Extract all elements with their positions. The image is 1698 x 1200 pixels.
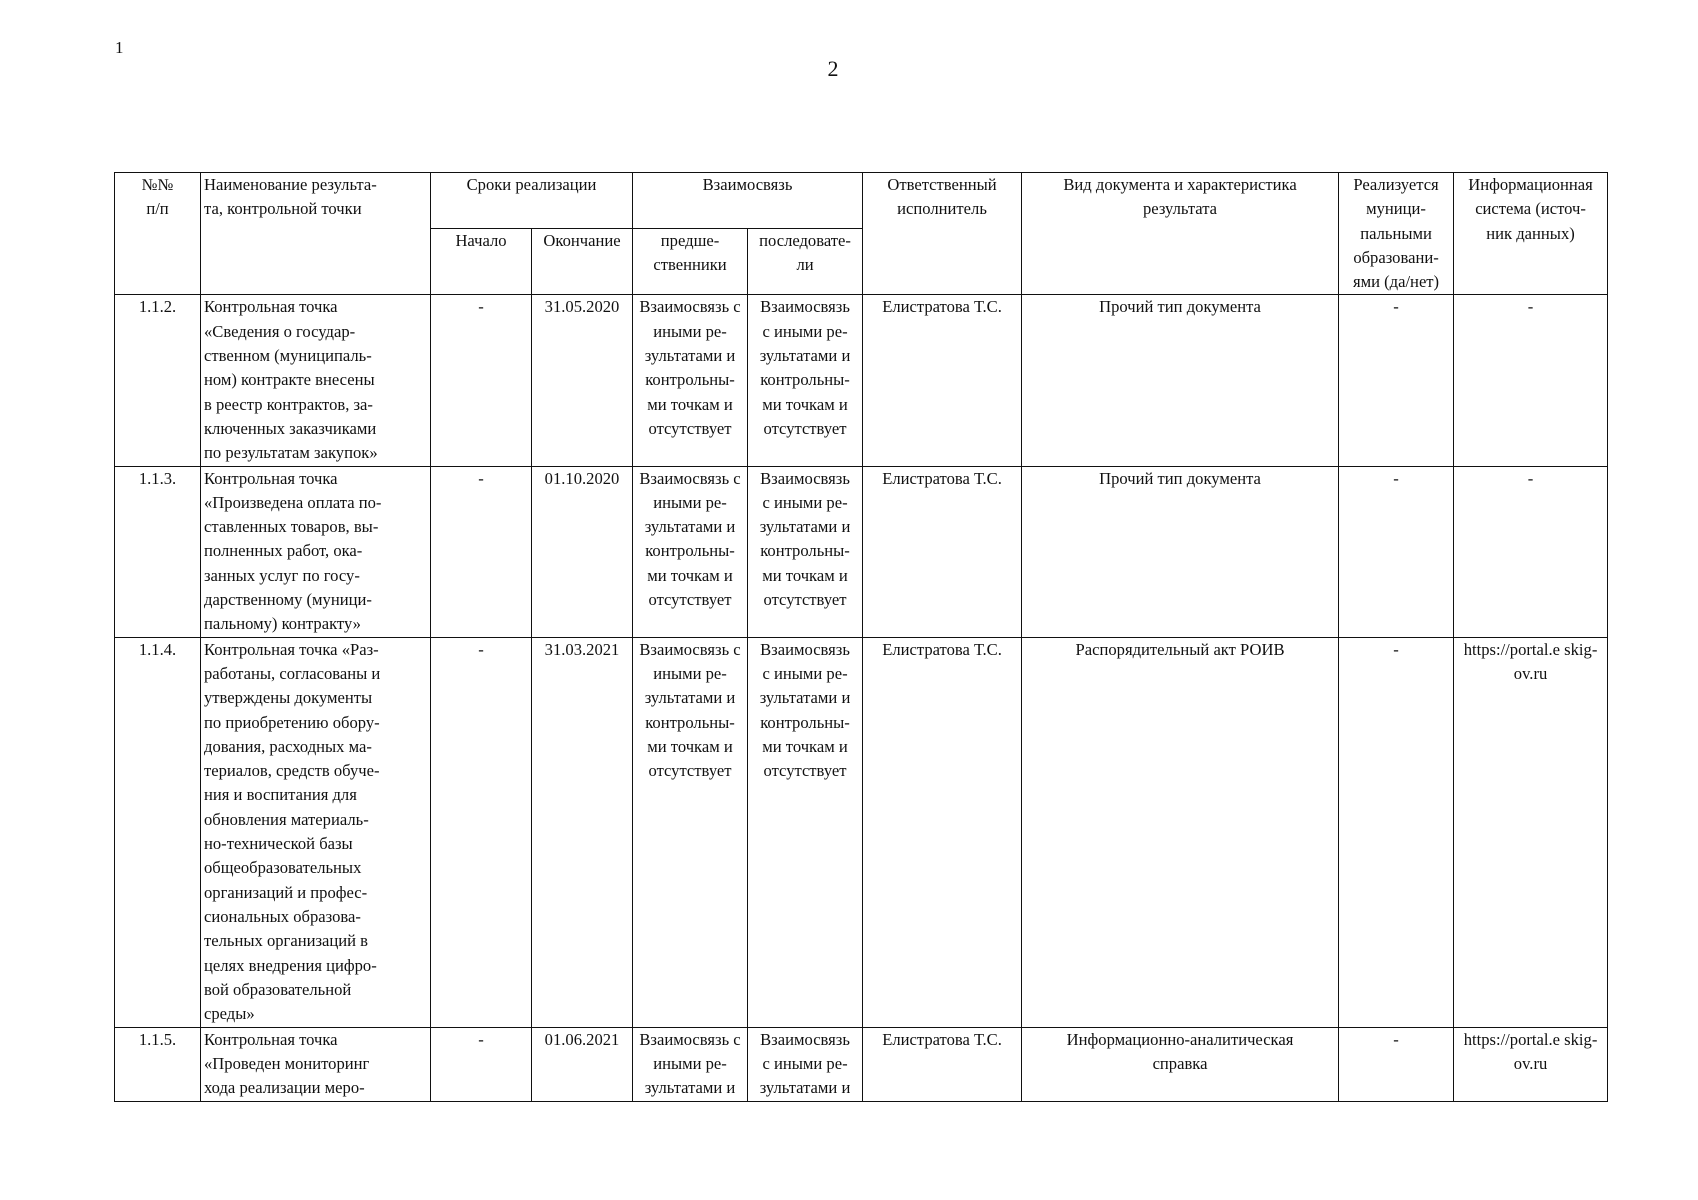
row-name: Контрольная точка «Произведена оплата по- ставленных товаров, вы- полненных работ, ока- занных услуг по госу- дарственному (муници- пальному) контракту»: [201, 466, 431, 637]
row-info-system: https://portal.e skig- ov.ru: [1454, 1027, 1608, 1101]
row-municipal: -: [1339, 637, 1454, 1027]
margin-number: 1: [115, 38, 124, 57]
table-row: [115, 295, 1608, 466]
header-successors: последовате- ли: [748, 229, 863, 295]
row-doc-type: Прочий тип документа: [1022, 295, 1339, 466]
row-info-system: -: [1454, 466, 1608, 637]
row-info-system: https://portal.e skig- ov.ru: [1454, 637, 1608, 1027]
row-num: 1.1.3.: [115, 466, 201, 637]
row-num: 1.1.5.: [115, 1027, 201, 1101]
row-successors: Взаимосвязь с иными ре- зультатами и контрольны- ми точкам и отсутствует: [748, 637, 863, 1027]
table-row: [115, 637, 1608, 1027]
row-successors: Взаимосвязь с иными ре- зультатами и контрольны- ми точкам и отсутствует: [748, 295, 863, 466]
header-end: Окончание: [532, 229, 633, 295]
row-municipal: -: [1339, 295, 1454, 466]
row-name: Контрольная точка «Сведения о государ- ственном (муниципаль- ном) контракте внесены в реестр контрактов, за- ключенных заказчиками по результатам закупок»: [201, 295, 431, 466]
row-start: -: [431, 1027, 532, 1101]
row-municipal: -: [1339, 466, 1454, 637]
row-start: -: [431, 295, 532, 466]
header-num: №№ п/п: [115, 173, 201, 295]
row-successors: Взаимосвязь с иными ре- зультатами и: [748, 1027, 863, 1101]
row-start: -: [431, 466, 532, 637]
row-responsible: Елистратова Т.С.: [863, 295, 1022, 466]
row-name: Контрольная точка «Раз- работаны, согласованы и утверждены документы по приобретению обору- дования, расходных ма- териалов, средств обуче- ния и воспитания для обновления материаль- но-технической базы общеобразовательных организаций и профес- сиональных образова- тельных организаций в целях внедрения цифро- вой образовательной среды»: [201, 637, 431, 1027]
row-predecessors: Взаимосвязь с иными ре- зультатами и: [633, 1027, 748, 1101]
row-predecessors: Взаимосвязь с иными ре- зультатами и контрольны- ми точкам и отсутствует: [633, 637, 748, 1027]
row-doc-type: Распорядительный акт РОИВ: [1022, 637, 1339, 1027]
page-number: 2: [827, 56, 839, 81]
row-end: 31.03.2021: [532, 637, 633, 1027]
header-relation: Взаимосвязь: [633, 173, 863, 229]
row-doc-type: Прочий тип документа: [1022, 466, 1339, 637]
header-doc-type: Вид документа и характеристика результата: [1022, 173, 1339, 295]
row-name: Контрольная точка «Проведен мониторинг хода реализации меро-: [201, 1027, 431, 1101]
row-num: 1.1.4.: [115, 637, 201, 1027]
row-start: -: [431, 637, 532, 1027]
row-responsible: Елистратова Т.С.: [863, 466, 1022, 637]
header-predecessors: предше- ственники: [633, 229, 748, 295]
row-predecessors: Взаимосвязь с иными ре- зультатами и контрольны- ми точкам и отсутствует: [633, 466, 748, 637]
row-successors: Взаимосвязь с иными ре- зультатами и контрольны- ми точкам и отсутствует: [748, 466, 863, 637]
row-doc-type: Информационно-аналитическая справка: [1022, 1027, 1339, 1101]
row-end: 31.05.2020: [532, 295, 633, 466]
table-header: [115, 173, 1608, 295]
row-municipal: -: [1339, 1027, 1454, 1101]
header-name: Наименование результа- та, контрольной точки: [201, 173, 431, 295]
header-start: Начало: [431, 229, 532, 295]
table-row: [115, 1027, 1608, 1101]
header-municipal: Реализуется муници- пальными образовани- ями (да/нет): [1339, 173, 1454, 295]
row-responsible: Елистратова Т.С.: [863, 637, 1022, 1027]
row-info-system: -: [1454, 295, 1608, 466]
row-end: 01.10.2020: [532, 466, 633, 637]
header-responsible: Ответственный исполнитель: [863, 173, 1022, 295]
table-row: [115, 466, 1608, 637]
header-info-system: Информационная система (источ- ник данных): [1454, 173, 1608, 295]
row-num: 1.1.2.: [115, 295, 201, 466]
header-terms: Сроки реализации: [431, 173, 633, 229]
row-end: 01.06.2021: [532, 1027, 633, 1101]
control-points-table: [114, 172, 1608, 1102]
row-responsible: Елистратова Т.С.: [863, 1027, 1022, 1101]
row-predecessors: Взаимосвязь с иными ре- зультатами и контрольны- ми точкам и отсутствует: [633, 295, 748, 466]
